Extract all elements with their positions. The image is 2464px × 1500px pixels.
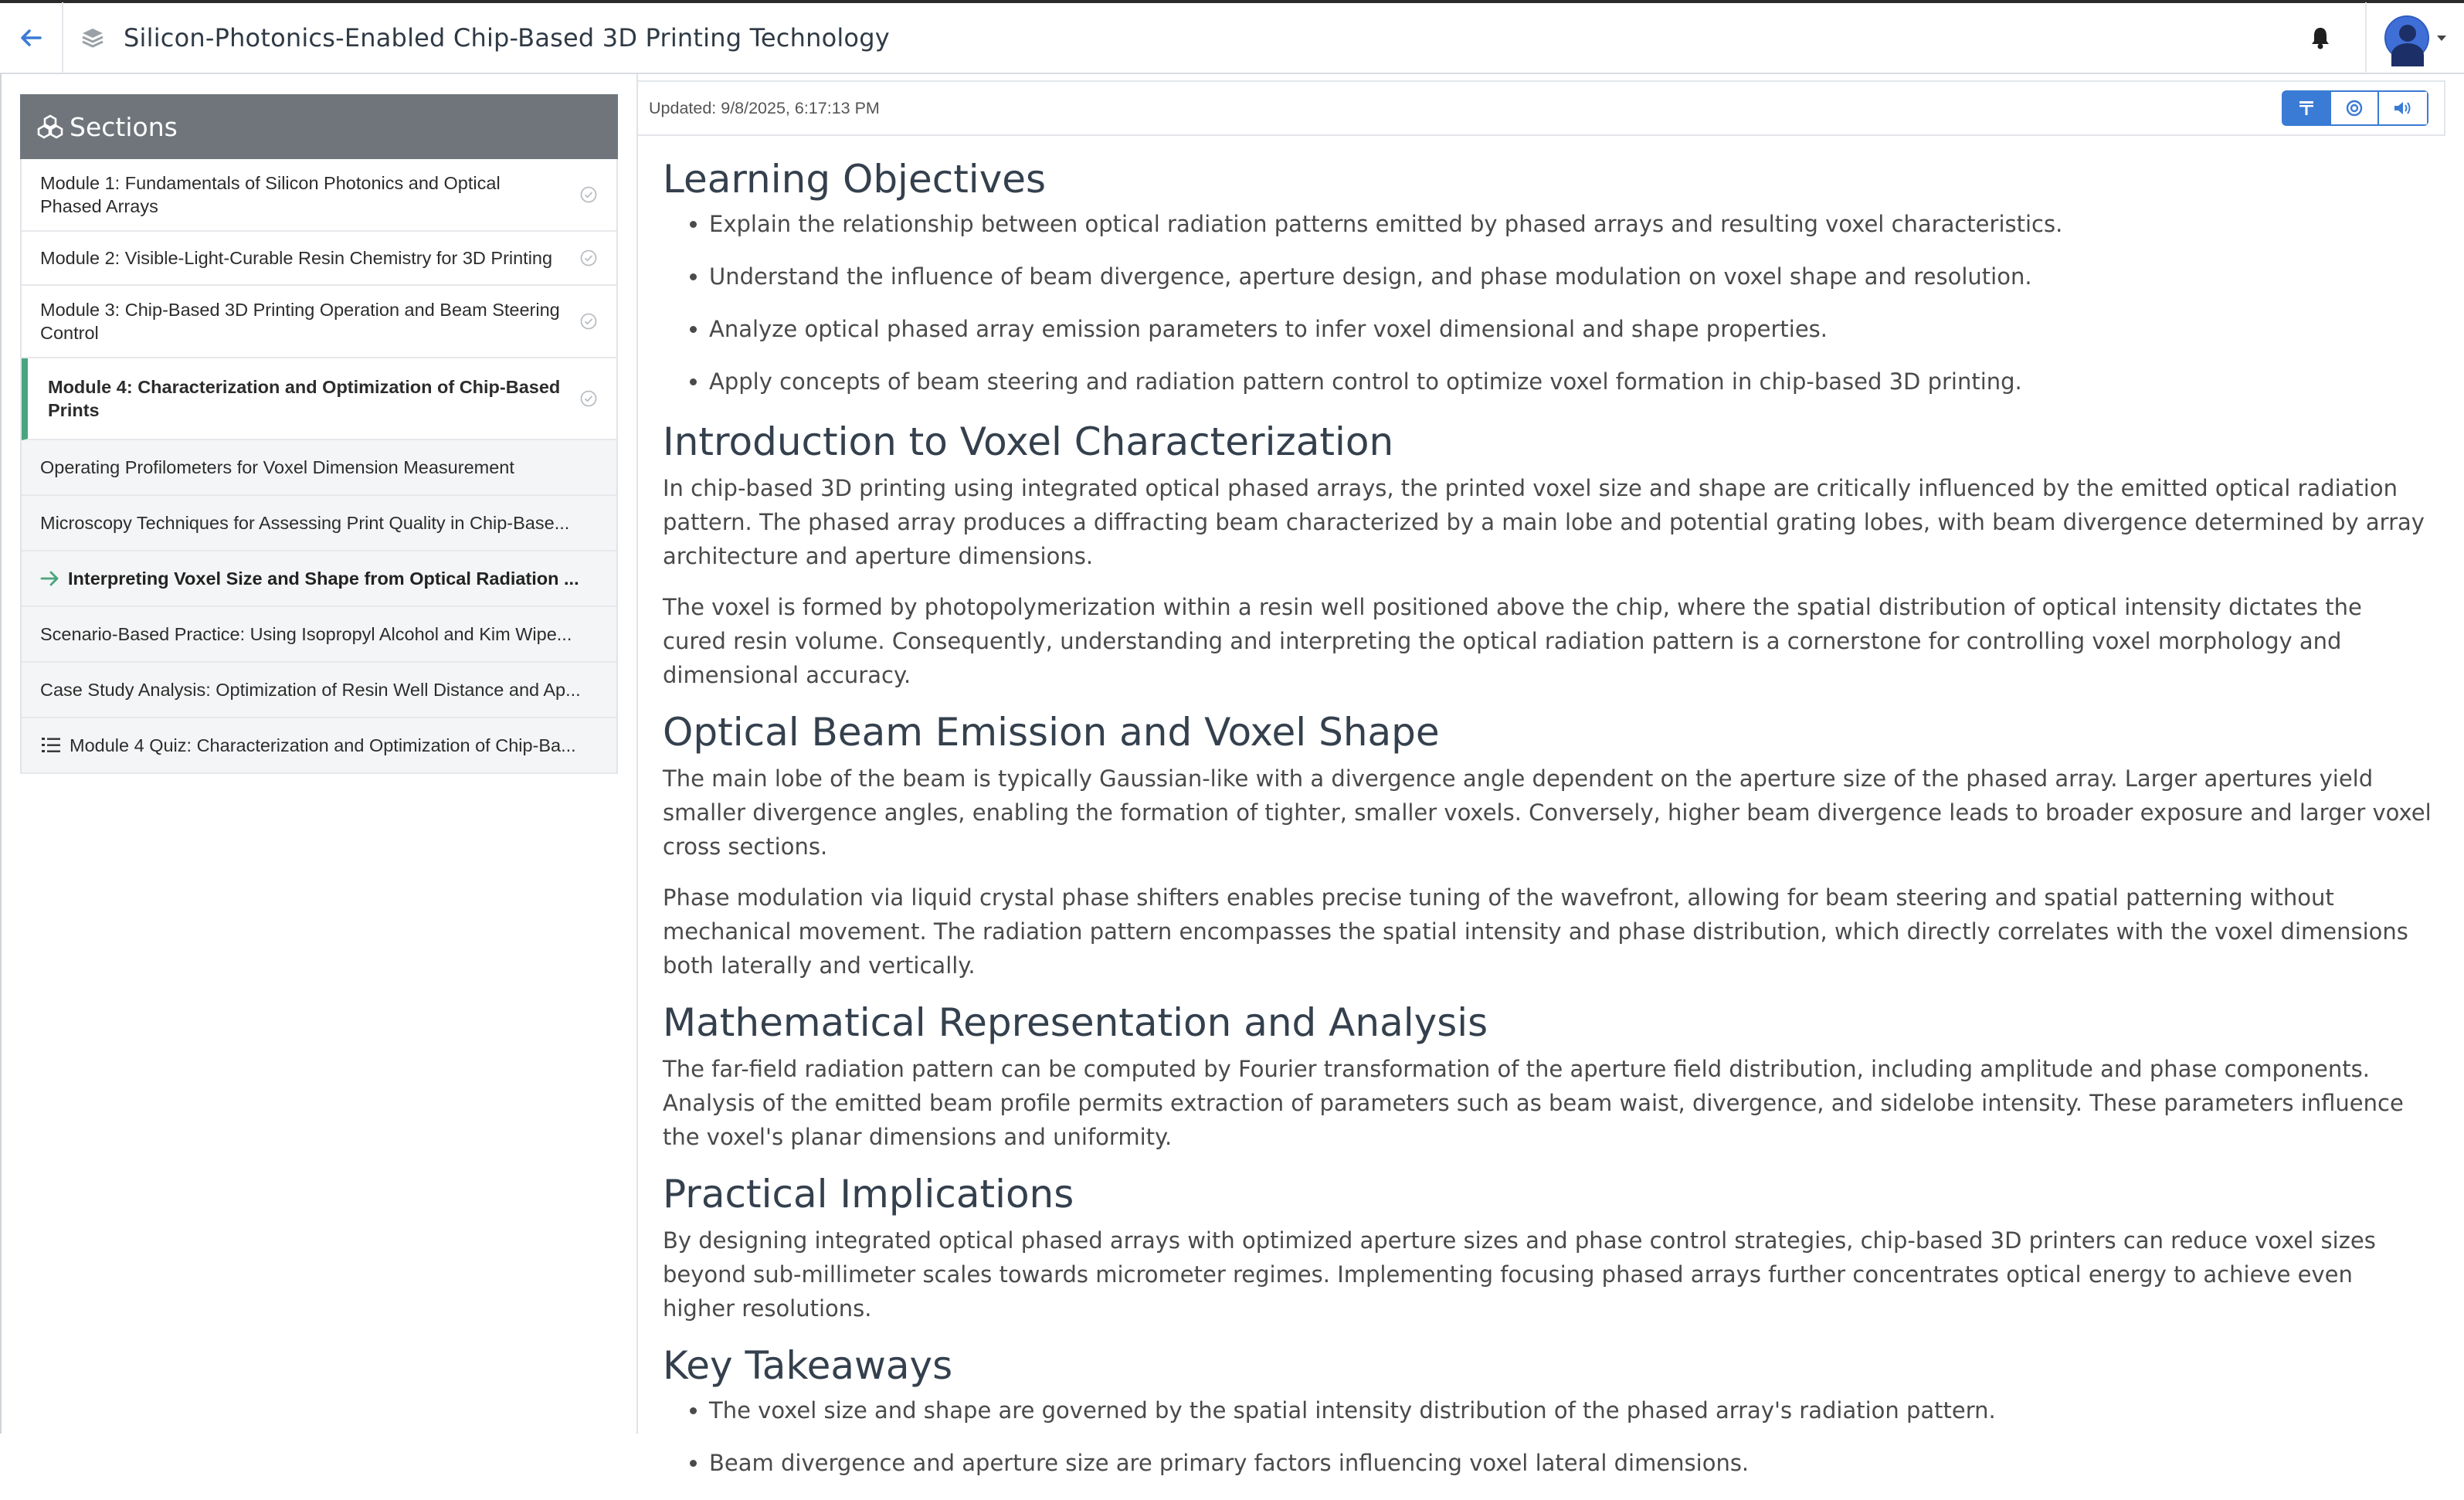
speaker-icon (2393, 100, 2413, 117)
sections-header (20, 94, 618, 159)
heading-mathematical: Mathematical Representation and Analysis (663, 1000, 1488, 1045)
paragraph: In chip-based 3D printing using integrated optical phased arrays, the printed voxel size and shape are critically influenced by the emitted optical radiation pattern. The phased array produces a diffracting beam characterized by a main lobe and potential grating lobes, with beam divergence determined by array architecture and aperture dimensions. (663, 475, 2425, 569)
avatar (2384, 15, 2429, 60)
list-icon (40, 735, 62, 755)
paragraph: The main lobe of the beam is typically Gaussian-like with a divergence angle dependent on the aperture size of the phased array. Larger apertures yield smaller divergence angles, enabling the formation of tighter, smaller voxels. Conversely, higher beam divergence leads to broader exposure and larger voxel cross sections. (663, 765, 2432, 860)
notifications-button[interactable] (2297, 2, 2344, 73)
paragraph: Phase modulation via liquid crystal phase shifters enables precise tuning of the wavefront, allowing for beam steering and spatial patterning without mechanical movement. The radiation pattern encompasses the spatial intensity and phase distribution, which directly correlates with the voxel dimensions both laterally and vertically. (663, 884, 2408, 979)
sidebar-subitem-scenario-practice[interactable] (22, 607, 616, 663)
sidebar (20, 94, 618, 774)
back-button[interactable] (0, 2, 63, 73)
paragraph: By designing integrated optical phased arrays with optimized aperture sizes and phase control strategies, chip-based 3D printers can reduce voxel sizes beyond sub-millimeter scales towards micrometer regimes. Implementing focusing phased arrays further concentrates optical energy to achieve even higher resolutions. (663, 1227, 2376, 1322)
list-item: • Analyze optical phased array emission parameters to infer voxel dimensional and shape properties. (709, 314, 2432, 344)
cubes-icon (37, 114, 63, 140)
check-circle-icon (579, 389, 598, 408)
paragraph: The voxel is formed by photopolymerization within a resin well positioned above the chip, where the spatial distribution of optical intensity dictates the cured resin volume. Consequently, understanding and interpreting the optical radiation pattern is a cornerstone for controlling voxel morphology and dimensional accuracy. (663, 594, 2362, 688)
check-circle-icon (579, 312, 598, 331)
sidebar-item-module-2[interactable] (22, 232, 616, 286)
sidebar-item-label: Module 1: Fundamentals of Silicon Photonics and Optical Phased Arrays (40, 173, 501, 216)
chevron-down-icon (2437, 36, 2446, 41)
section-list (20, 159, 618, 774)
sidebar-subitem-label: Interpreting Voxel Size and Shape from Optical Radiation ... (68, 568, 579, 589)
target-icon (2345, 99, 2364, 117)
sidebar-item-label: Module 2: Visible-Light-Curable Resin Chemistry for 3D Printing (40, 248, 553, 268)
arrow-right-icon (40, 570, 60, 587)
window-edge (0, 74, 2, 1434)
sidebar-subitem-label: Case Study Analysis: Optimization of Resin Well Distance and Ap... (40, 679, 581, 700)
heading-learning-objectives: Learning Objectives (663, 157, 1047, 202)
sidebar-item-module-4[interactable] (22, 358, 616, 440)
sidebar-subitem-profilometers[interactable] (22, 440, 616, 496)
list-item: • Apply concepts of beam steering and radiation pattern control to optimize voxel formation in chip-based 3D printing. (709, 366, 2432, 397)
sections-title: Sections (70, 111, 178, 142)
sidebar-subitem-label: Microscopy Techniques for Assessing Print Quality in Chip-Base... (40, 512, 570, 533)
sidebar-item-label: Module 3: Chip-Based 3D Printing Operation and Beam Steering Control (40, 300, 560, 343)
takeaways-list (709, 1395, 2432, 1478)
list-item: • The voxel size and shape are governed by the spatial intensity distribution of the phased array's radiation pattern. (709, 1395, 2432, 1426)
heading-key-takeaways: Key Takeaways (663, 1343, 953, 1388)
sidebar-subitem-case-study[interactable] (22, 663, 616, 718)
audio-button[interactable] (2379, 92, 2427, 124)
list-item: • Beam divergence and aperture size are primary factors influencing voxel lateral dimensions. (709, 1447, 2432, 1478)
check-circle-icon (579, 185, 598, 204)
sidebar-item-module-1[interactable] (22, 159, 616, 232)
bell-icon (2310, 26, 2330, 49)
view-mode-toggle (2282, 90, 2428, 126)
sidebar-subitem-label: Scenario-Based Practice: Using Isopropyl Alcohol and Kim Wipe... (40, 623, 572, 644)
page-title: Silicon-Photonics-Enabled Chip-Based 3D Printing Technology (124, 23, 890, 53)
sidebar-subitem-label: Module 4 Quiz: Characterization and Optimization of Chip-Ba... (70, 735, 576, 755)
user-menu[interactable] (2365, 2, 2464, 73)
layers-icon (80, 25, 107, 51)
sidebar-subitem-quiz[interactable] (22, 718, 616, 774)
text-format-icon (2298, 100, 2315, 117)
objectives-list (709, 209, 2432, 397)
title-area (63, 23, 2297, 53)
updated-timestamp: Updated: 9/8/2025, 6:17:13 PM (649, 98, 880, 117)
text-format-button[interactable] (2283, 92, 2331, 124)
sidebar-item-label: Module 4: Characterization and Optimization of Chip-Based Prints (48, 377, 561, 420)
paragraph: The far-field radiation pattern can be computed by Fourier transformation of the aperture field distribution, including amplitude and phase components. Analysis of the emitted beam profile permits extraction of parameters such as beam waist, divergence, and sidelobe intensity. These parameters influence the voxel's planar dimensions and uniformity. (663, 1056, 2404, 1150)
content-toolbar (638, 80, 2445, 136)
focus-button[interactable] (2331, 92, 2379, 124)
heading-optical-beam: Optical Beam Emission and Voxel Shape (663, 710, 1440, 755)
heading-practical: Practical Implications (663, 1172, 1074, 1217)
top-bar (0, 0, 2464, 74)
heading-introduction: Introduction to Voxel Characterization (663, 419, 1394, 464)
list-item: • Explain the relationship between optical radiation patterns emitted by phased arrays and resulting voxel characteristics. (709, 209, 2432, 239)
sidebar-item-module-3[interactable] (22, 286, 616, 358)
sidebar-subitem-interpreting-voxel[interactable] (22, 551, 616, 607)
article-body (663, 151, 2432, 1500)
list-item: • Understand the influence of beam divergence, aperture design, and phase modulation on voxel shape and resolution. (709, 261, 2432, 292)
sidebar-subitem-microscopy[interactable] (22, 496, 616, 551)
check-circle-icon (579, 249, 598, 267)
content-pane (636, 74, 2464, 1476)
arrow-left-icon (19, 26, 42, 49)
sidebar-subitem-label: Operating Profilometers for Voxel Dimension Measurement (40, 456, 514, 477)
